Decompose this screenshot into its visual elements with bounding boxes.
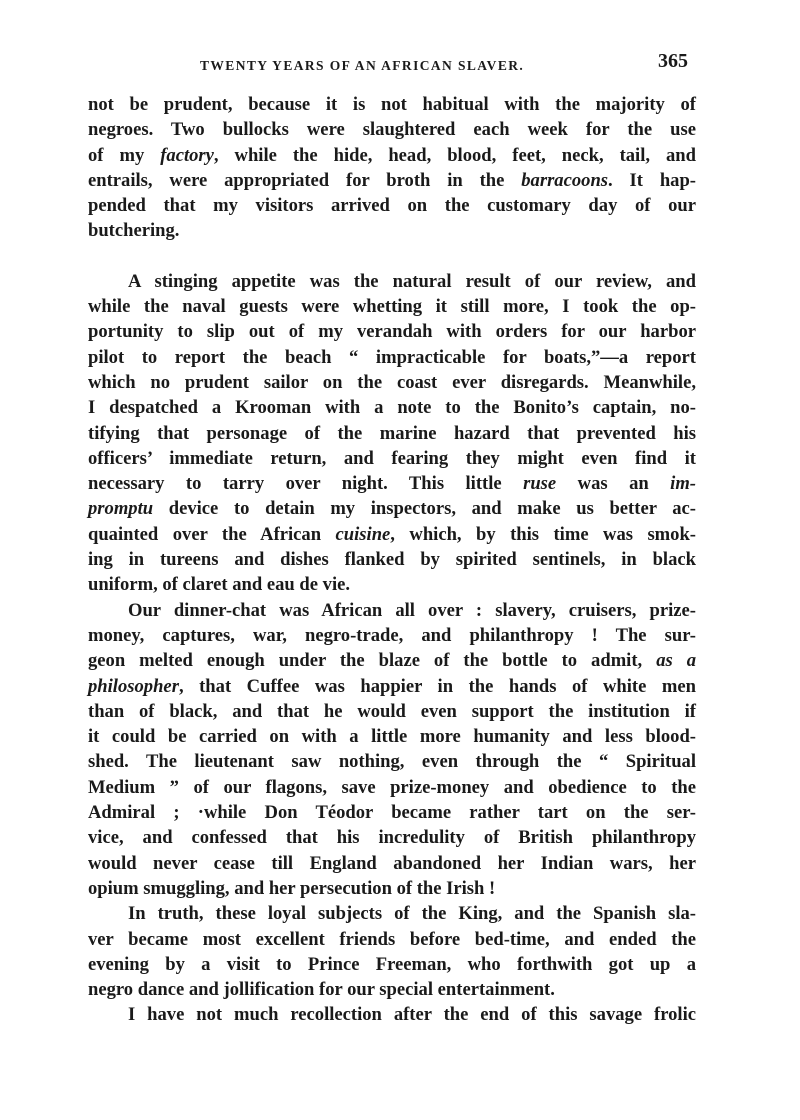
text-line: uniform, of claret and eau de vie. bbox=[88, 574, 351, 596]
text-line: Medium ” of our flagons, save prize-money and obedience to the bbox=[88, 776, 696, 798]
text-line: Admiral ; ·while Don Téodor became rather tart on the ser- bbox=[88, 802, 696, 824]
text-line: entrails, were appropriated for broth in the barracoons. It hap- bbox=[88, 169, 696, 191]
text-line: butchering. bbox=[88, 220, 180, 242]
text-line: pilot to report the beach “ impracticable for boats,”—a report bbox=[88, 346, 696, 368]
text-line: than of black, and that he would even support the institution if bbox=[88, 700, 696, 722]
text-line: In truth, these loyal subjects of the King, and the Spanish sla- bbox=[128, 903, 696, 925]
text-line: of my factory, while the hide, head, blood, feet, neck, tail, and bbox=[88, 144, 696, 166]
text-line: Our dinner-chat was African all over : slavery, cruisers, prize- bbox=[128, 599, 696, 621]
text-line: it could be carried on with a little more humanity and less blood- bbox=[88, 726, 696, 748]
text-line: geon melted enough under the blaze of the bottle to admit, as a bbox=[88, 650, 696, 672]
text-line: promptu device to detain my inspectors, and make us better ac- bbox=[88, 498, 696, 520]
text-line: officers’ immediate return, and fearing they might even find it bbox=[88, 447, 696, 469]
text-line: while the naval guests were whetting it still more, I took the op- bbox=[88, 296, 696, 318]
text-line: which no prudent sailor on the coast ever disregards. Meanwhile, bbox=[88, 371, 696, 393]
text-line: would never cease till England abandoned her Indian wars, her bbox=[88, 852, 696, 874]
paragraph bbox=[88, 901, 696, 1002]
text-line: quainted over the African cuisine, which, by this time was smok- bbox=[88, 523, 696, 545]
text-line: philosopher, that Cuffee was happier in the hands of white men bbox=[88, 675, 696, 697]
body-text bbox=[88, 92, 696, 1028]
paragraph bbox=[88, 1002, 696, 1027]
text-line: not be prudent, because it is not habitual with the majority of bbox=[88, 94, 696, 115]
text-line: I have not much recollection after the end of this savage frolic bbox=[128, 1004, 696, 1026]
text-line: vice, and confessed that his incredulity of British philanthropy bbox=[88, 827, 696, 849]
text-line: negro dance and jollification for our special entertainment. bbox=[88, 979, 555, 1001]
paragraph bbox=[88, 92, 696, 244]
paragraph bbox=[88, 598, 696, 902]
text-line: A stinging appetite was the natural result of our review, and bbox=[128, 270, 696, 292]
running-title: TWENTY YEARS OF AN AFRICAN SLAVER. bbox=[200, 58, 525, 73]
running-head bbox=[88, 50, 688, 80]
text-line: ing in tureens and dishes flanked by spirited sentinels, in black bbox=[88, 549, 696, 571]
page-number: 365 bbox=[658, 50, 688, 72]
text-line: shed. The lieutenant saw nothing, even through the “ Spiritual bbox=[88, 751, 696, 773]
text-line: pended that my visitors arrived on the customary day of our bbox=[88, 195, 696, 217]
text-line: tifying that personage of the marine hazard that prevented his bbox=[88, 422, 696, 444]
text-line: evening by a visit to Prince Freeman, who forthwith got up a bbox=[88, 953, 696, 975]
text-line: money, captures, war, negro-trade, and philanthropy ! The sur- bbox=[88, 624, 696, 646]
paragraph-gap bbox=[88, 244, 696, 269]
text-line: I despatched a Krooman with a note to the Bonito’s captain, no- bbox=[88, 397, 696, 419]
text-line: opium smuggling, and her persecution of the Irish ! bbox=[88, 877, 496, 899]
text-line: portunity to slip out of my verandah with orders for our harbor bbox=[88, 321, 696, 343]
text-line: ver became most excellent friends before bed-time, and ended the bbox=[88, 928, 696, 950]
paragraph bbox=[88, 269, 696, 598]
text-line: necessary to tarry over night. This little ruse was an im- bbox=[88, 473, 696, 495]
text-line: negroes. Two bullocks were slaughtered each week for the use bbox=[88, 119, 696, 141]
